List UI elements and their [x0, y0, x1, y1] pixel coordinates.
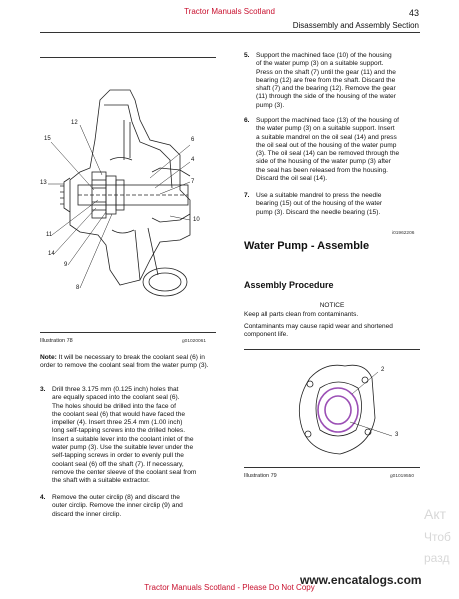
- callout-6: 6: [191, 137, 195, 143]
- callout-2: 2: [381, 367, 385, 373]
- step-line: self-tapping screws in order to evenly pull the: [52, 452, 184, 460]
- footer-site: www.encatalogs.com: [300, 573, 422, 587]
- callout-9: 9: [64, 262, 68, 268]
- side-watermark-line-2: Чтоб: [424, 530, 451, 544]
- step-line: are equally spaced into the coolant seal (6).: [52, 394, 180, 402]
- callout-14: 14: [48, 251, 55, 257]
- step-line: Support the machined face (13) of the housing of: [256, 117, 399, 124]
- section-title: Disassembly and Assembly Section: [292, 21, 419, 30]
- page-number: 43: [408, 8, 419, 18]
- step-4: [40, 494, 220, 519]
- step-line: Discard the oil seal (14).: [256, 175, 328, 183]
- callout-12: 12: [71, 120, 78, 126]
- step-6: [244, 117, 424, 183]
- figure-78-drawing: [40, 60, 216, 340]
- step-line: remove the center sleeve of the coolant seal from: [52, 468, 197, 476]
- note-text: It will be necessary to break the coolant seal (6) in order to remove the coolant seal from the water pump (3).: [40, 354, 209, 370]
- callout-15: 15: [44, 136, 51, 142]
- step-5: [244, 52, 424, 110]
- step-number: 7.: [244, 192, 250, 199]
- figure-78-ref: g01020061: [182, 339, 207, 344]
- notice-body: [244, 311, 420, 339]
- note-label: Note:: [40, 354, 57, 361]
- figure-79-bottom-rule: [244, 467, 420, 468]
- side-watermark-line-1: Акт: [424, 506, 447, 522]
- step-line: pump (3). Discard the needle bearing (15).: [256, 208, 381, 216]
- step-line: The holes should be drilled into the face of: [52, 402, 176, 410]
- step-text: [256, 117, 424, 183]
- step-line: (3). The oil seal (14) can be removed through the: [256, 150, 400, 158]
- step-line: of the water pump (3) on a suitable support.: [256, 60, 384, 68]
- note-paragraph: [40, 354, 218, 371]
- step-line: coolant seal (6) off the shaft (7). If necessary,: [52, 460, 184, 468]
- step-3: [40, 386, 220, 486]
- step-text: [52, 386, 220, 486]
- step-line: the shaft with a suitable extractor.: [52, 477, 150, 485]
- step-line: the oil seal out of the housing of the water pump: [256, 141, 397, 149]
- section-ref: i01962206: [392, 231, 415, 236]
- callout-7: 7: [191, 179, 195, 185]
- step-number: 6.: [244, 117, 250, 124]
- step-line: long self-tapping screws into the drilled holes.: [52, 427, 186, 435]
- step-text: [52, 494, 220, 519]
- figure-78-bottom-rule: [40, 332, 216, 333]
- step-line: Remove the outer circlip (8) and discard the: [52, 494, 180, 501]
- notice-line-2: Contaminants may cause rapid wear and shortened component life.: [244, 323, 393, 338]
- step-line: outer circlip. Remove the inner circlip (9) and: [52, 502, 183, 510]
- step-line: Use a suitable mandrel to press the needle: [256, 192, 382, 199]
- step-number: 3.: [40, 386, 46, 393]
- callout-10: 10: [193, 217, 200, 223]
- step-line: side of the housing of the water pump (3) after: [256, 158, 391, 166]
- step-text: [256, 52, 424, 110]
- callout-8: 8: [76, 285, 80, 291]
- step-line: Support the machined face (10) of the housing: [256, 52, 392, 59]
- callout-13: 13: [40, 180, 47, 186]
- step-line: discard the inner circlip.: [52, 510, 122, 518]
- step-line: the seal has been released from the housing.: [256, 166, 388, 174]
- top-watermark: Tractor Manuals Scotland: [184, 7, 275, 16]
- figure-79-drawing: [280, 358, 420, 468]
- step-line: (11) through the side of the housing of the water: [256, 93, 396, 101]
- notice-title: NOTICE: [319, 302, 345, 309]
- step-line: Drill three 3.175 mm (0.125 inch) holes that: [52, 386, 179, 393]
- callout-3: 3: [395, 432, 399, 438]
- notice-rule: [244, 349, 420, 350]
- step-number: 4.: [40, 494, 46, 501]
- notice-line-1: Keep all parts clean from contaminants.: [244, 311, 359, 318]
- step-line: impeller (4). Insert three 25.4 mm (1.00 inch): [52, 419, 183, 427]
- step-line: Press on the shaft (7) until the gear (11) and the: [256, 68, 396, 76]
- callout-11: 11: [46, 232, 53, 238]
- step-line: bearing (12) are free from the shaft. Discard the: [256, 76, 396, 84]
- step-7: [244, 192, 424, 217]
- section-heading: Water Pump - Assemble: [244, 240, 370, 252]
- step-line: the water pump (3) on a suitable support. Insert: [256, 125, 395, 133]
- subheading: Assembly Procedure: [244, 280, 334, 290]
- step-line: Insert a suitable lever into the coolant inlet of the: [52, 435, 194, 443]
- step-line: shaft (7) and the bearing (12). Remove the gear: [256, 85, 396, 93]
- step-number: 5.: [244, 52, 250, 59]
- figure-78-caption: Illustration 78: [40, 338, 73, 344]
- step-line: a suitable mandrel on the oil seal (14) and press: [256, 133, 397, 141]
- header-rule: [40, 32, 420, 33]
- figure-79-ref: g01019550: [390, 474, 415, 479]
- step-line: the coolant seal (6) that would have faced the: [52, 410, 186, 418]
- bottom-watermark: Tractor Manuals Scotland - Please Do Not Copy: [144, 583, 315, 592]
- figure-78-top-rule: [40, 57, 216, 58]
- step-line: bearing (15) out of the housing of the water: [256, 200, 383, 208]
- side-watermark-line-3: разд: [424, 551, 450, 565]
- step-text: [256, 192, 424, 217]
- step-line: water pump (3). Use the suitable lever under the: [52, 444, 194, 452]
- step-line: pump (3).: [256, 101, 285, 109]
- callout-4: 4: [191, 157, 195, 163]
- figure-79-caption: Illustration 79: [244, 473, 277, 479]
